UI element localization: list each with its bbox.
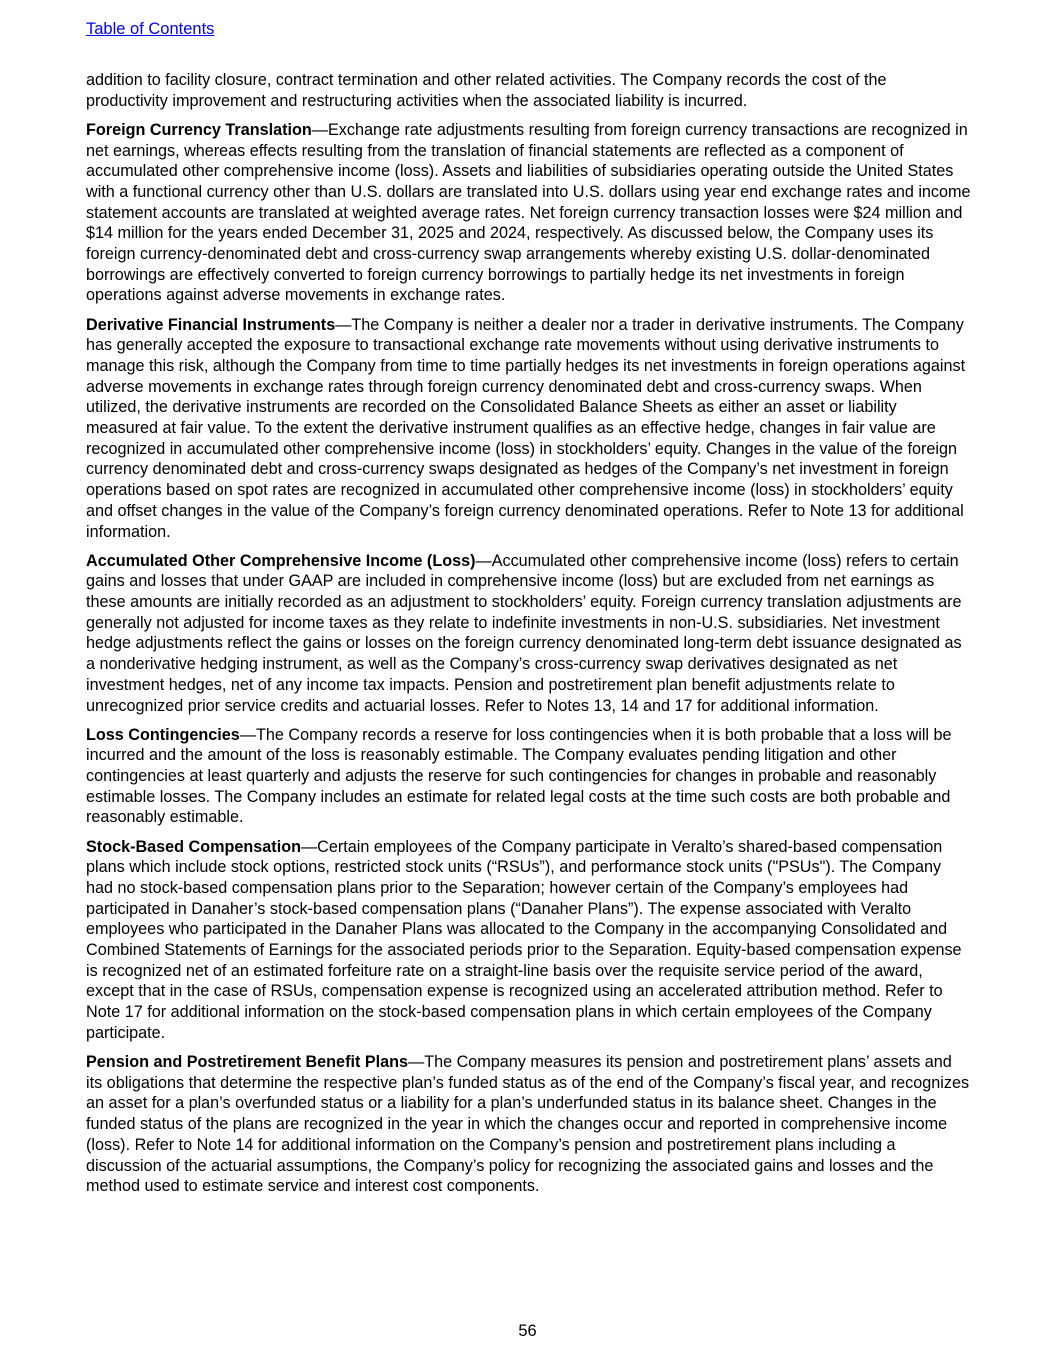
paragraph-pension-and-postretirement-benefit-plans <box>86 1052 972 1197</box>
paragraph-text: —Accumulated other comprehensive income (loss) refers to certain gains and losses that under GAAP are included in comprehensive income (loss) but are excluded from net earnings as these amounts are initially recorded as an adjustment to stockholders’ equity. Foreign currency translation adjustments are generally not adjusted for income taxes as they relate to indefinite investments in non-U.S. subsidiaries. Net investment hedge adjustments reflect the gains or losses on the foreign currency denominated long-term debt issuance designated as a nonderivative hedging instrument, as well as the Company’s cross-currency swap derivatives designated as net investment hedges, net of any income tax impacts. Pension and postretirement plan benefit adjustments relate to unrecognized prior service credits and actuarial losses. Refer to Notes 13, 14 and 17 for additional information. <box>86 551 962 715</box>
paragraph-heading: Accumulated Other Comprehensive Income (Loss) <box>86 551 476 570</box>
paragraph-heading: Loss Contingencies <box>86 725 240 744</box>
document-body <box>86 70 972 1205</box>
paragraph-loss-contingencies <box>86 725 972 829</box>
paragraph-stock-based-compensation <box>86 837 972 1044</box>
table-of-contents-link[interactable]: Table of Contents <box>86 20 215 38</box>
paragraph-heading: Pension and Postretirement Benefit Plans <box>86 1052 409 1071</box>
paragraph-text: —The Company is neither a dealer nor a trader in derivative instruments. The Company has generally accepted the exposure to transactional exchange rate movements without using derivative instruments to manage this risk, although the Company from time to time partially hedges its net investments in foreign operations against adverse movements in exchange rates through foreign currency denominated debt and cross-currency swaps. When utilized, the derivative instruments are recorded on the Consolidated Balance Sheets as either an asset or liability measured at fair value. To the extent the derivative instrument qualifies as an effective hedge, changes in fair value are recognized in accumulated other comprehensive income (loss) in stockholders’ equity. Changes in the value of the foreign currency denominated debt and cross-currency swaps designated as hedges of the Company’s net investment in foreign operations based on spot rates are recognized in accumulated other comprehensive income (loss) in stockholders’ equity and offset changes in the value of the Company’s foreign currency denominated operations. Refer to Note 13 for additional information. <box>86 315 966 541</box>
page-number: 56 <box>518 1322 537 1340</box>
paragraph-heading: Derivative Financial Instruments <box>86 315 336 334</box>
paragraph-text: addition to facility closure, contract termination and other related activities. The Company records the cost of the productivity improvement and restructuring activities when the associated liability is incurred. <box>86 71 887 110</box>
paragraph-heading: Stock-Based Compensation <box>86 837 301 856</box>
paragraph-text: —Exchange rate adjustments resulting from foreign currency transactions are recognized in net earnings, whereas effects resulting from the translation of financial statements are reflected as a component of accumulated other comprehensive income (loss). Assets and liabilities of subsidiaries operating outside the United States with a functional currency other than U.S. dollars are translated into U.S. dollars using year end exchange rates and income statement accounts are translated at weighted average rates. Net foreign currency transaction losses were $24 million and $14 million for the years ended December 31, 2025 and 2024, respectively. As discussed below, the Company uses its foreign currency-denominated debt and cross-currency swap arrangements whereby existing U.S. dollar-denominated borrowings are effectively converted to foreign currency borrowings to partially hedge its net investments in foreign operations against adverse movements in exchange rates. <box>86 120 971 305</box>
paragraph-heading: Foreign Currency Translation <box>86 120 312 139</box>
paragraph-text: —The Company records a reserve for loss contingencies when it is both probable that a loss will be incurred and the amount of the loss is reasonably estimable. The Company evaluates pending litigation and other contingencies at least quarterly and adjusts the reserve for such contingencies for changes in probable and reasonably estimable losses. The Company includes an estimate for related legal costs at the time such costs are both probable and reasonably estimable. <box>86 725 952 827</box>
paragraph-accumulated-other-comprehensive-income <box>86 551 972 717</box>
paragraph-text: —Certain employees of the Company participate in Veralto’s shared-based compensation plans which include stock options, restricted stock units (“RSUs”), and performance stock units ("PSUs"). The Company had no stock-based compensation plans prior to the Separation; however certain of the Company’s employees had participated in Danaher’s stock-based compensation plans (“Danaher Plans”). The expense associated with Veralto employees who participated in the Danaher Plans was allocated to the Company in the accompanying Consolidated and Combined Statements of Earnings for the associated periods prior to the Separation. Equity-based compensation expense is recognized net of an estimated forfeiture rate on a straight-line basis over the requisite service period of the award, except that in the case of RSUs, compensation expense is recognized using an accelerated attribution method. Refer to Note 17 for additional information on the stock-based compensation plans in which certain employees of the Company participate. <box>86 837 962 1042</box>
paragraph-derivative-financial-instruments <box>86 315 972 543</box>
paragraph-restructuring <box>86 70 972 111</box>
paragraph-foreign-currency-translation <box>86 120 972 306</box>
paragraph-text: —The Company measures its pension and postretirement plans’ assets and its obligations that determine the respective plan’s funded status as of the end of the Company’s fiscal year, and recognizes an asset for a plan’s overfunded status or a liability for a plan’s underfunded status in its balance sheet. Changes in the funded status of the plans are recognized in the year in which the changes occur and reported in comprehensive income (loss). Refer to Note 14 for additional information on the Company’s pension and postretirement plans including a discussion of the actuarial assumptions, the Company’s policy for recognizing the associated gains and losses and the method used to estimate service and interest cost components. <box>86 1052 970 1196</box>
